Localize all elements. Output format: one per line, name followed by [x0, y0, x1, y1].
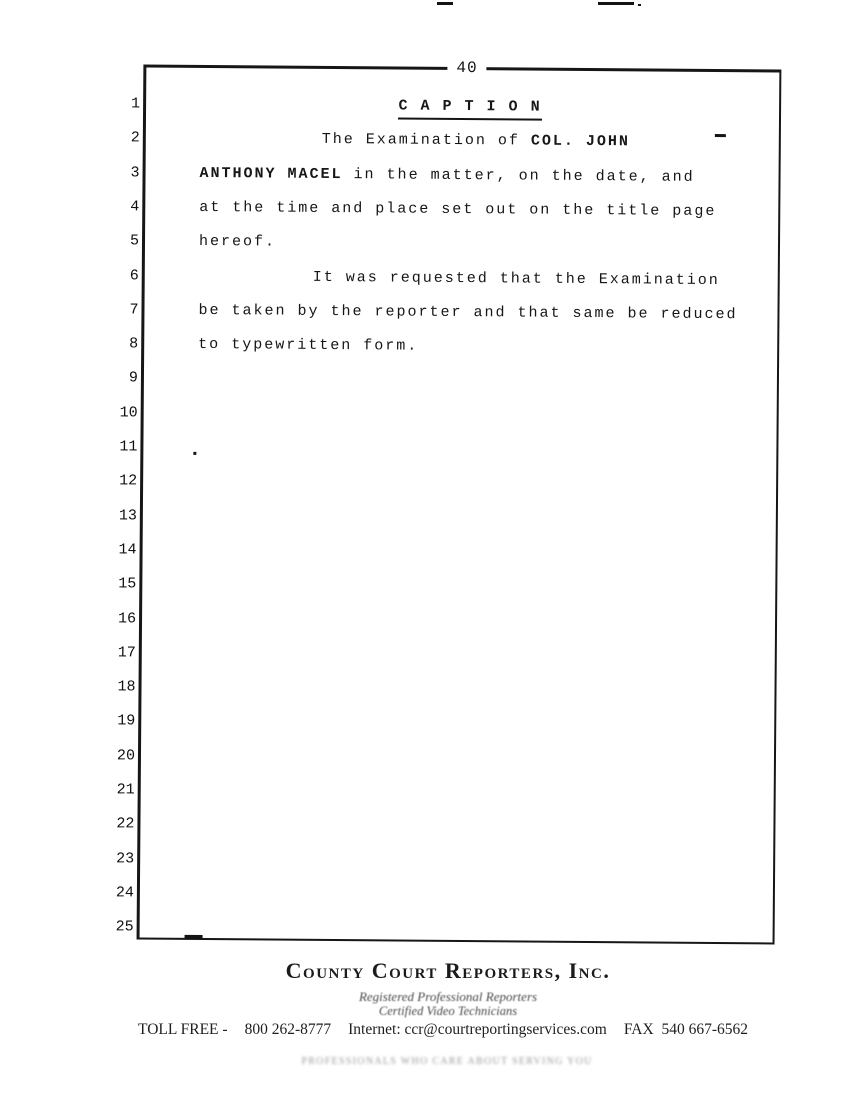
line-number: 22	[116, 815, 135, 833]
line-number: 14	[118, 541, 137, 559]
line-number: 12	[119, 472, 138, 490]
line-number: 9	[128, 369, 139, 387]
line-number: 23	[116, 849, 135, 868]
transcript-text-segment: C A P T I O N	[398, 98, 541, 121]
line-number: 19	[117, 712, 136, 730]
contact-item: FAX 540 667-6562	[623, 1021, 748, 1038]
transcript-text-segment: The Examination of	[321, 131, 531, 150]
company-subtitle-reporters: Registered Professional Reporters	[358, 989, 538, 1004]
page-number: 40	[447, 57, 486, 79]
transcript-text-segment: COL. JOHN	[530, 132, 630, 151]
transcript-text-segment: ANTHONY MACEL	[199, 164, 343, 183]
contact-item: TOLL FREE -	[138, 1021, 228, 1038]
contact-item: 800 262-8777	[244, 1021, 332, 1038]
line-number: 13	[118, 506, 137, 525]
line-number: 21	[116, 781, 135, 799]
contact-line	[138, 1021, 748, 1039]
line-number: 10	[119, 404, 138, 422]
line-number: 20	[116, 747, 136, 765]
line-number: 15	[118, 575, 137, 593]
line-number: 17	[117, 644, 136, 662]
transcript-text-segment: to typewritten form.	[198, 336, 419, 355]
transcript-text-segment: at the time and place set out on the title page	[199, 198, 717, 220]
company-name: County Court Reporters, Inc.	[285, 958, 611, 983]
transcript-text-segment: be taken by the reporter and that same be reduced	[198, 301, 738, 323]
company-tagline-blurred: PROFESSIONALS WHO CARE ABOUT SERVING YOU	[301, 1056, 593, 1067]
transcript-text-segment: in the matter, on the date, and	[342, 165, 695, 186]
line-number: 5	[129, 232, 140, 250]
line-number: 16	[117, 609, 137, 627]
line-number: 8	[129, 335, 139, 353]
contact-item: Internet: ccr@courtreportingservices.com	[348, 1021, 607, 1038]
line-number: 4	[130, 198, 140, 216]
line-number: 3	[130, 164, 140, 182]
line-number: 1	[131, 95, 141, 113]
line-number: 11	[119, 438, 138, 456]
line-number: 24	[115, 884, 134, 902]
line-number: 25	[115, 918, 134, 936]
company-subtitle-video: Certified Video Technicians	[378, 1004, 518, 1018]
transcript-text-segment: It was requested that the Examination	[312, 268, 720, 289]
line-number: 18	[117, 678, 136, 696]
line-number: 7	[129, 301, 139, 319]
line-number: 2	[130, 129, 140, 147]
transcript-text-segment: hereof.	[198, 233, 277, 251]
line-number: 6	[129, 266, 139, 284]
